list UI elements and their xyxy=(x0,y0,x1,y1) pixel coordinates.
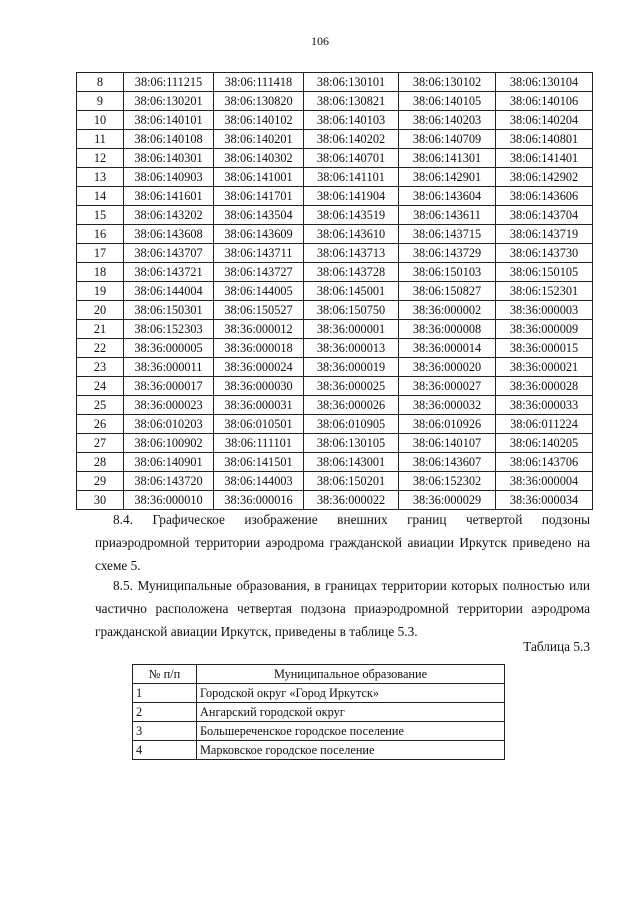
cadastral-code-cell: 38:36:000013 xyxy=(304,339,399,358)
table-row xyxy=(77,415,593,434)
cadastral-code-cell: 38:06:140107 xyxy=(399,434,496,453)
row-number: 29 xyxy=(77,472,124,491)
cadastral-code-cell: 38:06:141501 xyxy=(214,453,304,472)
cadastral-code-cell: 38:06:130105 xyxy=(304,434,399,453)
cadastral-code-cell: 38:06:140103 xyxy=(304,111,399,130)
cadastral-code-cell: 38:06:152301 xyxy=(496,282,593,301)
cadastral-code-cell: 38:36:000021 xyxy=(496,358,593,377)
cadastral-code-cell: 38:06:141101 xyxy=(304,168,399,187)
cadastral-code-cell: 38:36:000020 xyxy=(399,358,496,377)
cadastral-code-cell: 38:06:143604 xyxy=(399,187,496,206)
cadastral-code-cell: 38:06:140701 xyxy=(304,149,399,168)
cadastral-code-cell: 38:06:150201 xyxy=(304,472,399,491)
cadastral-codes-table xyxy=(76,72,593,510)
row-number: 24 xyxy=(77,377,124,396)
cadastral-code-cell: 38:06:140204 xyxy=(496,111,593,130)
cadastral-code-cell: 38:36:000016 xyxy=(214,491,304,510)
header-number: № п/п xyxy=(133,665,197,684)
row-number: 10 xyxy=(77,111,124,130)
cadastral-code-cell: 38:06:010501 xyxy=(214,415,304,434)
row-number: 20 xyxy=(77,301,124,320)
row-number: 27 xyxy=(77,434,124,453)
cadastral-code-cell: 38:06:143715 xyxy=(399,225,496,244)
table-row xyxy=(133,684,505,703)
cadastral-code-cell: 38:36:000012 xyxy=(214,320,304,339)
cadastral-code-cell: 38:06:150527 xyxy=(214,301,304,320)
municipality-name: Городской округ «Город Иркутск» xyxy=(197,684,505,703)
cadastral-code-cell: 38:36:000018 xyxy=(214,339,304,358)
cadastral-code-cell: 38:36:000022 xyxy=(304,491,399,510)
cadastral-code-cell: 38:06:141401 xyxy=(496,149,593,168)
cadastral-code-cell: 38:06:140202 xyxy=(304,130,399,149)
cadastral-code-cell: 38:36:000003 xyxy=(496,301,593,320)
table-row xyxy=(133,741,505,760)
table-row xyxy=(133,703,505,722)
cadastral-code-cell: 38:06:141301 xyxy=(399,149,496,168)
municipality-name: Марковское городское поселение xyxy=(197,741,505,760)
cadastral-code-cell: 38:06:143728 xyxy=(304,263,399,282)
cadastral-code-cell: 38:06:142901 xyxy=(399,168,496,187)
table-row xyxy=(77,282,593,301)
cadastral-code-cell: 38:06:141601 xyxy=(124,187,214,206)
cadastral-code-cell: 38:06:140101 xyxy=(124,111,214,130)
cadastral-code-cell: 38:06:145001 xyxy=(304,282,399,301)
cadastral-code-cell: 38:06:141001 xyxy=(214,168,304,187)
table-row xyxy=(133,722,505,741)
cadastral-code-cell: 38:36:000002 xyxy=(399,301,496,320)
cadastral-code-cell: 38:36:000033 xyxy=(496,396,593,415)
cadastral-code-cell: 38:36:000009 xyxy=(496,320,593,339)
row-number: 8 xyxy=(77,73,124,92)
row-number: 17 xyxy=(77,244,124,263)
row-number: 23 xyxy=(77,358,124,377)
cadastral-code-cell: 38:06:142902 xyxy=(496,168,593,187)
table-caption: Таблица 5.3 xyxy=(523,639,590,654)
cadastral-code-cell: 38:06:143610 xyxy=(304,225,399,244)
cadastral-code-cell: 38:06:140302 xyxy=(214,149,304,168)
cadastral-code-cell: 38:06:143202 xyxy=(124,206,214,225)
cadastral-code-cell: 38:06:140105 xyxy=(399,92,496,111)
cadastral-code-cell: 38:06:141701 xyxy=(214,187,304,206)
cadastral-code-cell: 38:06:130101 xyxy=(304,73,399,92)
municipalities-table xyxy=(132,664,505,760)
paragraph-8-5: 8.5. Муниципальные образования, в границах территории которых полностью или частично расположена четвертая подзона приаэродромной территории аэродрома гражданской авиации Иркутск, приведены в таблице 5.3. xyxy=(95,578,590,639)
cadastral-code-cell: 38:06:111418 xyxy=(214,73,304,92)
table-row xyxy=(77,92,593,111)
cadastral-code-cell: 38:36:000015 xyxy=(496,339,593,358)
cadastral-code-cell: 38:06:143730 xyxy=(496,244,593,263)
cadastral-code-cell: 38:36:000011 xyxy=(124,358,214,377)
cadastral-code-cell: 38:36:000031 xyxy=(214,396,304,415)
cadastral-code-cell: 38:36:000010 xyxy=(124,491,214,510)
table-row xyxy=(77,73,593,92)
table-row xyxy=(77,339,593,358)
cadastral-code-cell: 38:36:000008 xyxy=(399,320,496,339)
cadastral-code-cell: 38:06:111215 xyxy=(124,73,214,92)
table-row xyxy=(77,434,593,453)
row-number: 19 xyxy=(77,282,124,301)
row-number: 16 xyxy=(77,225,124,244)
cadastral-code-cell: 38:36:000023 xyxy=(124,396,214,415)
table-row xyxy=(77,453,593,472)
cadastral-code-cell: 38:06:140903 xyxy=(124,168,214,187)
row-number: 18 xyxy=(77,263,124,282)
cadastral-code-cell: 38:36:000032 xyxy=(399,396,496,415)
cadastral-code-cell: 38:06:140301 xyxy=(124,149,214,168)
table-row xyxy=(77,491,593,510)
cadastral-code-cell: 38:06:100902 xyxy=(124,434,214,453)
table-row xyxy=(77,168,593,187)
cadastral-code-cell: 38:06:141904 xyxy=(304,187,399,206)
table-row xyxy=(77,377,593,396)
cadastral-code-cell: 38:06:143727 xyxy=(214,263,304,282)
cadastral-code-cell: 38:06:144004 xyxy=(124,282,214,301)
cadastral-code-cell: 38:06:140106 xyxy=(496,92,593,111)
cadastral-code-cell: 38:06:143711 xyxy=(214,244,304,263)
row-number: 1 xyxy=(133,684,197,703)
cadastral-code-cell: 38:06:140801 xyxy=(496,130,593,149)
cadastral-code-cell: 38:06:143611 xyxy=(399,206,496,225)
cadastral-code-cell: 38:06:143720 xyxy=(124,472,214,491)
cadastral-code-cell: 38:06:143707 xyxy=(124,244,214,263)
cadastral-code-cell: 38:06:130201 xyxy=(124,92,214,111)
cadastral-code-cell: 38:06:143606 xyxy=(496,187,593,206)
cadastral-code-cell: 38:06:140203 xyxy=(399,111,496,130)
cadastral-code-cell: 38:06:144005 xyxy=(214,282,304,301)
cadastral-code-cell: 38:36:000001 xyxy=(304,320,399,339)
cadastral-code-cell: 38:36:000005 xyxy=(124,339,214,358)
cadastral-code-cell: 38:06:140102 xyxy=(214,111,304,130)
cadastral-code-cell: 38:06:150750 xyxy=(304,301,399,320)
row-number: 30 xyxy=(77,491,124,510)
cadastral-code-cell: 38:06:010905 xyxy=(304,415,399,434)
cadastral-code-cell: 38:06:140201 xyxy=(214,130,304,149)
cadastral-code-cell: 38:06:143721 xyxy=(124,263,214,282)
cadastral-code-cell: 38:36:000014 xyxy=(399,339,496,358)
cadastral-code-cell: 38:06:150827 xyxy=(399,282,496,301)
row-number: 9 xyxy=(77,92,124,111)
cadastral-code-cell: 38:06:130102 xyxy=(399,73,496,92)
table-row xyxy=(77,358,593,377)
row-number: 3 xyxy=(133,722,197,741)
cadastral-code-cell: 38:36:000017 xyxy=(124,377,214,396)
cadastral-code-cell: 38:06:150105 xyxy=(496,263,593,282)
row-number: 12 xyxy=(77,149,124,168)
table-row xyxy=(77,149,593,168)
cadastral-code-cell: 38:36:000004 xyxy=(496,472,593,491)
cadastral-code-cell: 38:06:143706 xyxy=(496,453,593,472)
table-row xyxy=(77,472,593,491)
cadastral-code-cell: 38:06:130820 xyxy=(214,92,304,111)
cadastral-code-cell: 38:06:152302 xyxy=(399,472,496,491)
cadastral-code-cell: 38:06:143607 xyxy=(399,453,496,472)
table-row xyxy=(77,244,593,263)
cadastral-code-cell: 38:06:143729 xyxy=(399,244,496,263)
table-row xyxy=(77,130,593,149)
table-header-row xyxy=(133,665,505,684)
table-row xyxy=(77,206,593,225)
table-row xyxy=(77,263,593,282)
row-number: 15 xyxy=(77,206,124,225)
row-number: 26 xyxy=(77,415,124,434)
cadastral-code-cell: 38:36:000025 xyxy=(304,377,399,396)
cadastral-code-cell: 38:06:130821 xyxy=(304,92,399,111)
cadastral-code-cell: 38:06:140205 xyxy=(496,434,593,453)
cadastral-code-cell: 38:36:000028 xyxy=(496,377,593,396)
cadastral-code-cell: 38:36:000024 xyxy=(214,358,304,377)
cadastral-code-cell: 38:06:143713 xyxy=(304,244,399,263)
cadastral-code-cell: 38:06:140901 xyxy=(124,453,214,472)
cadastral-code-cell: 38:06:143001 xyxy=(304,453,399,472)
cadastral-code-cell: 38:06:152303 xyxy=(124,320,214,339)
cadastral-code-cell: 38:36:000030 xyxy=(214,377,304,396)
cadastral-code-cell: 38:06:143609 xyxy=(214,225,304,244)
row-number: 22 xyxy=(77,339,124,358)
table-row xyxy=(77,187,593,206)
cadastral-code-cell: 38:06:140108 xyxy=(124,130,214,149)
table-row xyxy=(77,111,593,130)
table-row xyxy=(77,320,593,339)
row-number: 11 xyxy=(77,130,124,149)
cadastral-code-cell: 38:06:143608 xyxy=(124,225,214,244)
cadastral-code-cell: 38:06:011224 xyxy=(496,415,593,434)
cadastral-code-cell: 38:36:000029 xyxy=(399,491,496,510)
row-number: 28 xyxy=(77,453,124,472)
cadastral-code-cell: 38:06:150103 xyxy=(399,263,496,282)
cadastral-code-cell: 38:06:010926 xyxy=(399,415,496,434)
cadastral-code-cell: 38:06:143719 xyxy=(496,225,593,244)
row-number: 2 xyxy=(133,703,197,722)
cadastral-code-cell: 38:06:144003 xyxy=(214,472,304,491)
municipality-name: Ангарский городской округ xyxy=(197,703,505,722)
cadastral-code-cell: 38:06:010203 xyxy=(124,415,214,434)
row-number: 14 xyxy=(77,187,124,206)
row-number: 13 xyxy=(77,168,124,187)
cadastral-code-cell: 38:36:000019 xyxy=(304,358,399,377)
cadastral-code-cell: 38:06:143519 xyxy=(304,206,399,225)
cadastral-code-cell: 38:36:000027 xyxy=(399,377,496,396)
paragraph-8-4: 8.4. Графическое изображение внешних границ четвертой подзоны приаэродромной территории аэродрома гражданской авиации Иркутск приведено на схеме 5. xyxy=(95,512,590,573)
cadastral-code-cell: 38:06:130104 xyxy=(496,73,593,92)
row-number: 4 xyxy=(133,741,197,760)
table-row xyxy=(77,396,593,415)
cadastral-code-cell: 38:36:000026 xyxy=(304,396,399,415)
table-row xyxy=(77,225,593,244)
table-row xyxy=(77,301,593,320)
row-number: 21 xyxy=(77,320,124,339)
cadastral-code-cell: 38:36:000034 xyxy=(496,491,593,510)
cadastral-code-cell: 38:06:140709 xyxy=(399,130,496,149)
header-municipality: Муниципальное образование xyxy=(197,665,505,684)
row-number: 25 xyxy=(77,396,124,415)
cadastral-code-cell: 38:06:143504 xyxy=(214,206,304,225)
cadastral-code-cell: 38:06:111101 xyxy=(214,434,304,453)
cadastral-code-cell: 38:06:150301 xyxy=(124,301,214,320)
cadastral-code-cell: 38:06:143704 xyxy=(496,206,593,225)
page-number: 106 xyxy=(311,34,329,48)
municipality-name: Большереченское городское поселение xyxy=(197,722,505,741)
